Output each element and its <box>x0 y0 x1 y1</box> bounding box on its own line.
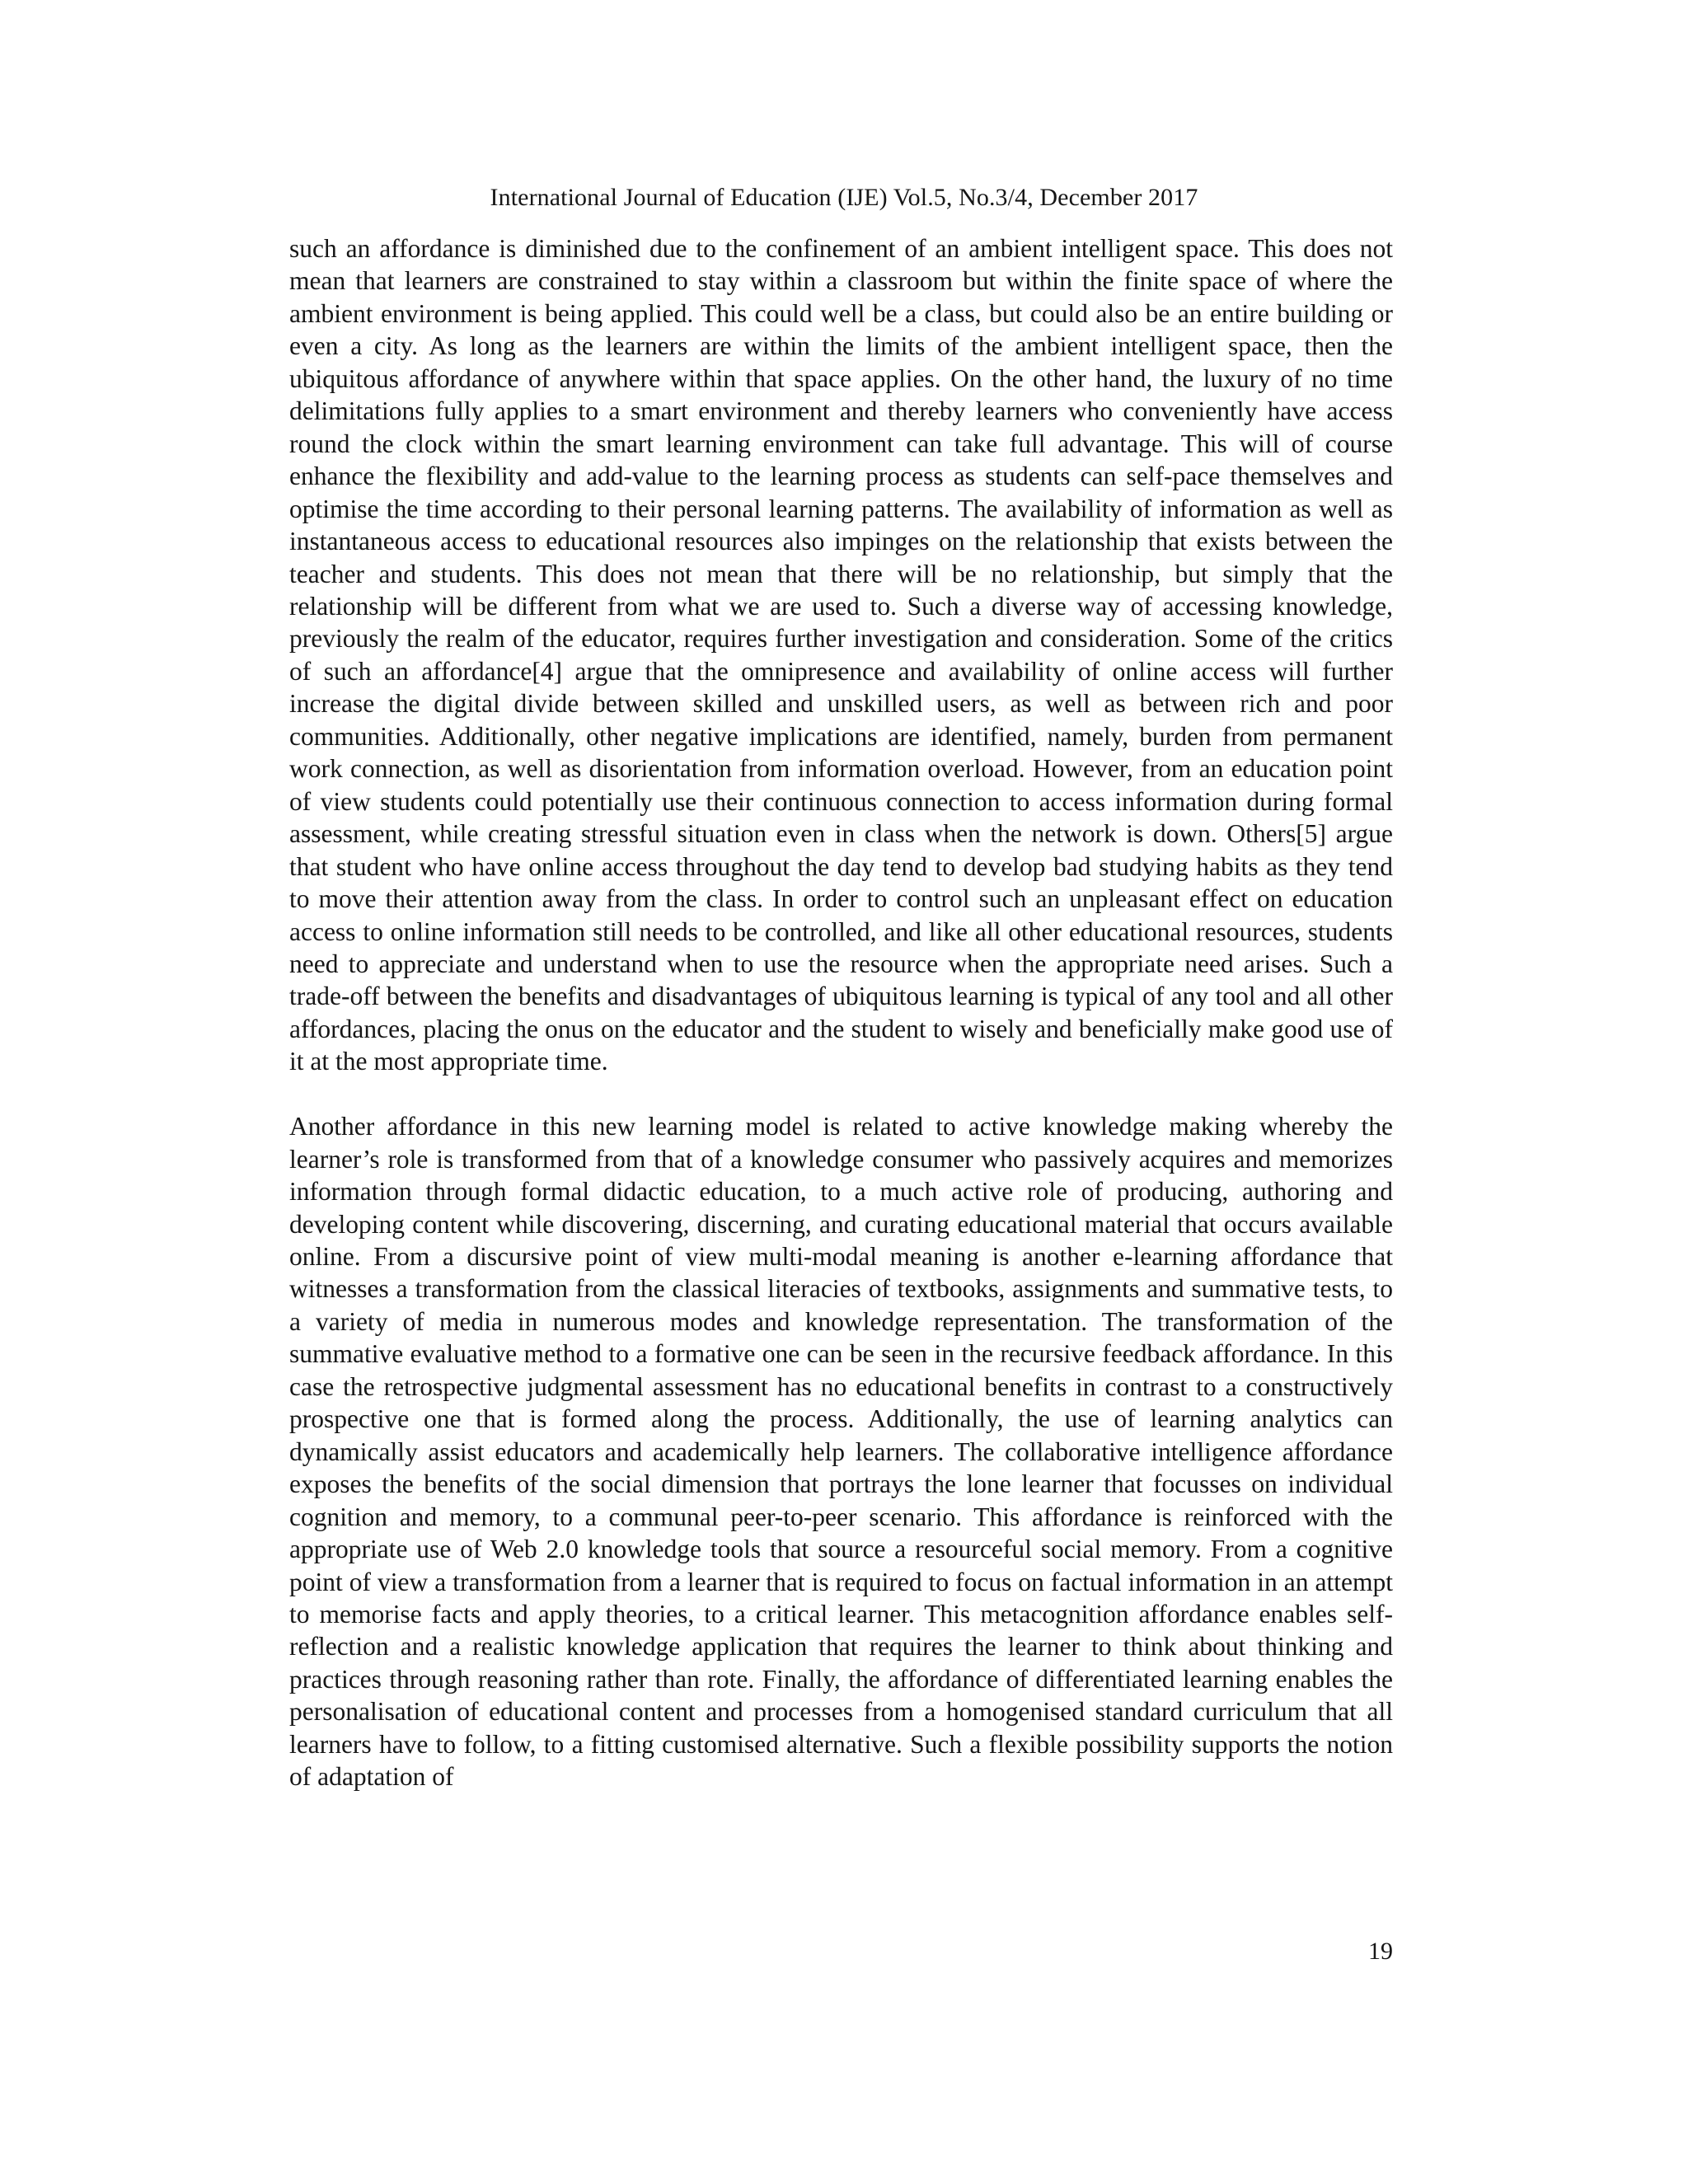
body-text <box>289 232 1393 1793</box>
page-number: 19 <box>1368 1938 1393 1965</box>
paragraph-active-knowledge-making: Another affordance in this new learning model is related to active knowledge making whereby the learner’s role is transformed from that of a knowledge consumer who passively acquires and memorizes information through formal didactic education, to a much active role of producing, authoring and developing content while discovering, discerning, and curating educational material that occurs available online. From a discursive point of view multi-modal meaning is another e-learning affordance that witnesses a transformation from the classical literacies of textbooks, assignments and summative tests, to a variety of media in numerous modes and knowledge representation. The transformation of the summative evaluative method to a formative one can be seen in the recursive feedback affordance. In this case the retrospective judgmental assessment has no educational benefits in contrast to a constructively prospective one that is formed along the process. Additionally, the use of learning analytics can dynamically assist educators and academically help learners. The collaborative intelligence affordance exposes the benefits of the social dimension that portrays the lone learner that focusses on individual cognition and memory, to a communal peer-to-peer scenario. This affordance is reinforced with the appropriate use of Web 2.0 knowledge tools that source a resourceful social memory. From a cognitive point of view a transformation from a learner that is required to focus on factual information in an attempt to memorise facts and apply theories, to a critical learner. This metacognition affordance enables self-reflection and a realistic knowledge application that requires the learner to think about thinking and practices through reasoning rather than rote. Finally, the affordance of differentiated learning enables the personalisation of educational content and processes from a homogenised standard curriculum that all learners have to follow, to a fitting customised alternative. Such a flexible possibility supports the notion of adaptation of <box>289 1112 1393 1792</box>
running-header: International Journal of Education (IJE) Vol.5, No.3/4, December 2017 <box>490 184 1198 211</box>
paragraph-ubiquitous-learning: such an affordance is diminished due to the confinement of an ambient intelligent space. This does not mean that learners are constrained to stay within a classroom but within the finite space of where the ambient environment is being applied. This could well be a class, but could also be an entire building or even a city. As long as the learners are within the limits of the ambient intelligent space, then the ubiquitous affordance of anywhere within that space applies. On the other hand, the luxury of no time delimitations fully applies to a smart environment and thereby learners who conveniently have access round the clock within the smart learning environment can take full advantage. This will of course enhance the flexibility and add-value to the learning process as students can self-pace themselves and optimise the time according to their personal learning patterns. The availability of information as well as instantaneous access to educational resources also impinges on the relationship that exists between the teacher and students. This does not mean that there will be no relationship, but simply that the relationship will be different from what we are used to. Such a diverse way of accessing knowledge, previously the realm of the educator, requires further investigation and consideration. Some of the critics of such an affordance[4] argue that the omnipresence and availability of online access will further increase the digital divide between skilled and unskilled users, as well as between rich and poor communities. Additionally, other negative implications are identified, namely, burden from permanent work connection, as well as disorientation from information overload. However, from an education point of view students could potentially use their continuous connection to access information during formal assessment, while creating stressful situation even in class when the network is down. Others[5] argue that student who have online access throughout the day tend to develop bad studying habits as they tend to move their attention away from the class. In order to control such an unpleasant effect on education access to online information still needs to be controlled, and like all other educational resources, students need to appreciate and understand when to use the resource when the appropriate need arises. Such a trade-off between the benefits and disadvantages of ubiquitous learning is typical of any tool and all other affordances, placing the onus on the educator and the student to wisely and beneficially make good use of it at the most appropriate time. <box>289 234 1393 1076</box>
